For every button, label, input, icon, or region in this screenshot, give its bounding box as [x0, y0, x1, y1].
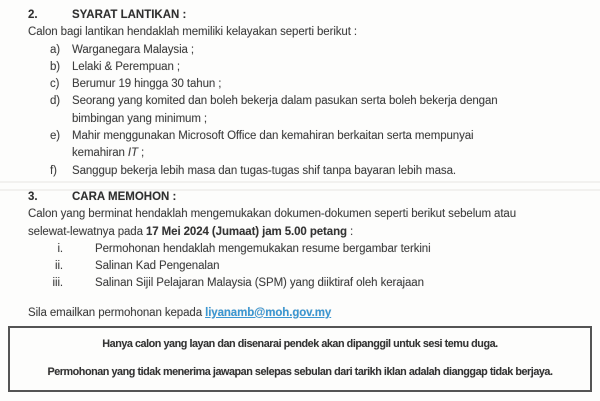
section-heading — [28, 7, 572, 24]
notice-box — [8, 326, 592, 392]
list-item — [40, 241, 572, 258]
list-item-text — [72, 93, 572, 128]
list-item — [50, 42, 572, 59]
list-item — [50, 128, 572, 163]
apply-intro — [28, 206, 572, 241]
section-syarat-lantikan — [28, 7, 572, 180]
list-item-label: i. — [57, 242, 63, 255]
section-title: SYARAT LANTIKAN : — [72, 9, 187, 21]
list-item-line-suffix: ; — [137, 147, 145, 160]
list-item-text: Sanggup bekerja lebih masa dan tugas-tugas shif tanpa bayaran lebih masa. — [72, 164, 456, 177]
list-item-text: Permohonan hendaklah mengemukakan resume bergambar terkini — [95, 242, 431, 255]
list-item-line: bimbingan yang minimum ; — [72, 112, 208, 125]
list-item — [50, 163, 572, 180]
list-item-text: Lelaki & Perempuan ; — [72, 60, 180, 73]
list-item — [40, 275, 572, 292]
list-item-label: e) — [50, 130, 61, 143]
list-item-text — [72, 128, 572, 163]
requirements-intro: Calon bagi lantikan hendaklah memiliki kelayakan seperti berikut : — [28, 26, 358, 39]
list-item-label: b) — [50, 60, 61, 73]
section-title: CARA MEMOHON : — [72, 190, 177, 203]
apply-documents-list — [40, 241, 572, 293]
section-cara-memohon — [28, 189, 572, 293]
list-item — [50, 59, 572, 76]
scan-artifact — [0, 181, 600, 183]
list-item — [40, 258, 572, 275]
deadline-text: 17 Mei 2024 (Jumaat) jam 5.00 petang — [145, 225, 347, 238]
list-item-label: iii. — [52, 277, 63, 290]
section-number: 3. — [28, 190, 38, 203]
email-instruction — [28, 305, 572, 322]
list-item-label: c) — [50, 78, 60, 91]
list-item-text: Salinan Sijil Pelajaran Malaysia (SPM) yang diiktiraf oleh kerajaan — [95, 277, 424, 290]
apply-intro-line: Calon yang berminat hendaklah mengemukakan dokumen-dokumen seperti berikut sebelum atau — [28, 208, 517, 221]
list-item-line: Mahir menggunakan Microsoft Office dan kemahiran berkaitan serta mempunyai — [72, 130, 474, 143]
list-item-label: f) — [50, 164, 57, 177]
list-item-line: Seorang yang komited dan boleh bekerja dalam pasukan serta boleh bekerja dengan — [72, 95, 498, 108]
scan-artifact — [0, 189, 600, 191]
notice-line-shortlist: Hanya calon yang layan dan disenarai pendek akan dipanggil untuk sesi temu duga. — [102, 338, 498, 351]
list-item-label: d) — [50, 95, 61, 108]
list-item-line-prefix: kemahiran — [72, 147, 128, 160]
list-item-label: a) — [50, 43, 61, 56]
list-item — [50, 76, 572, 93]
list-item — [50, 93, 572, 128]
section-heading — [28, 189, 572, 206]
list-item-text: Berumur 19 hingga 30 tahun ; — [72, 78, 222, 91]
email-instruction-text: Sila emailkan permohonan kepada — [28, 306, 206, 319]
apply-intro-prefix: selewat-lewatnya pada — [28, 225, 146, 238]
email-link[interactable]: liyanamb@moh.gov.my — [205, 306, 332, 319]
list-item-line — [72, 145, 572, 162]
requirements-list — [50, 42, 572, 180]
list-item-label: ii. — [54, 260, 63, 273]
italic-term: IT — [127, 147, 138, 160]
apply-intro-suffix: : — [346, 225, 354, 238]
list-item-text: Warganegara Malaysia ; — [72, 43, 195, 56]
notice-line-unsuccessful: Permohonan yang tidak menerima jawapan selepas sebulan dari tarikh iklan adalah dianggap tidak berjaya. — [47, 366, 553, 379]
apply-intro-line — [28, 224, 572, 241]
section-number: 2. — [28, 9, 38, 21]
list-item-text: Salinan Kad Pengenalan — [95, 260, 220, 273]
